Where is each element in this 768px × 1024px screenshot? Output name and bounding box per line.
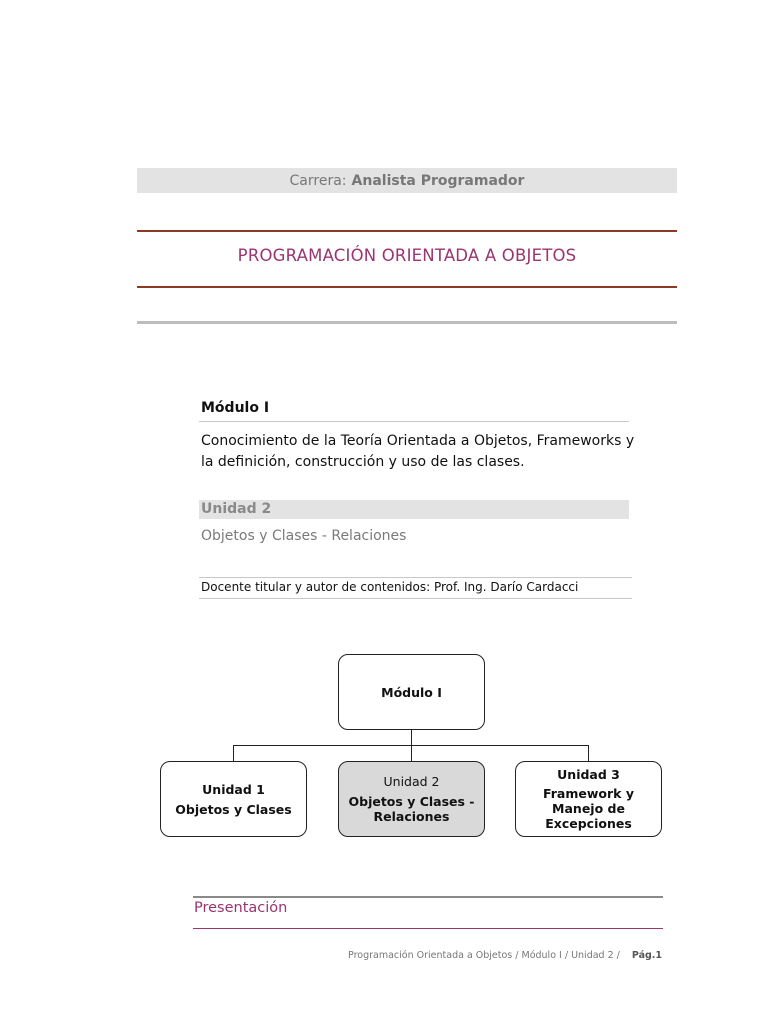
presentacion-bottom-rule	[193, 928, 663, 929]
diagram-root-label: Módulo I	[381, 684, 442, 700]
page-title: PROGRAMACIÓN ORIENTADA A OBJETOS	[237, 246, 577, 265]
section-heading: Presentación	[194, 900, 288, 916]
diagram-connector-root	[411, 730, 412, 746]
diagram-unit2-node	[338, 761, 485, 837]
module-title: Módulo I	[201, 400, 270, 416]
title-bottom-rule	[137, 286, 677, 288]
header-gray-rule	[137, 321, 677, 324]
module-description: Conocimiento de la Teoría Orientada a Objetos, Frameworks y la definición, construcción y uso de las clases.	[201, 433, 635, 470]
diagram-unit3-subtitle: Framework y Manejo de Excepciones	[543, 786, 634, 831]
diagram-connector-unit3	[588, 745, 589, 762]
career-label: Carrera:	[289, 172, 347, 189]
docente-credit: Docente titular y autor de contenidos: Prof. Ing. Darío Cardacci	[201, 580, 579, 594]
presentacion-top-rule	[193, 896, 663, 898]
diagram-root-node	[338, 654, 485, 730]
page-number: Pág.1	[631, 950, 662, 961]
page-footer	[300, 950, 662, 961]
diagram-unit3-node	[515, 761, 662, 837]
diagram-unit3-title: Unidad 3	[557, 767, 620, 782]
diagram-unit1-subtitle: Objetos y Clases	[175, 801, 292, 817]
unit-subtitle: Objetos y Clases - Relaciones	[201, 528, 407, 544]
diagram-unit2-subtitle: Objetos y Clases - Relaciones	[348, 794, 475, 824]
diagram-unit1-node	[160, 761, 307, 837]
unit-title: Unidad 2	[199, 500, 629, 519]
docente-bottom-rule	[199, 598, 632, 599]
diagram-connector-unit2	[411, 745, 412, 762]
career-value: Analista Programador	[351, 172, 525, 189]
title-top-rule	[137, 230, 677, 232]
diagram-unit2-title: Unidad 2	[383, 774, 440, 789]
footer-path: Programación Orientada a Objetos / Módulo I / Unidad 2 /	[348, 950, 620, 961]
career-band	[137, 168, 677, 193]
diagram-unit1-title: Unidad 1	[202, 781, 265, 797]
diagram-connector-unit1	[233, 745, 234, 762]
module-divider	[199, 421, 629, 422]
docente-top-rule	[199, 577, 632, 578]
